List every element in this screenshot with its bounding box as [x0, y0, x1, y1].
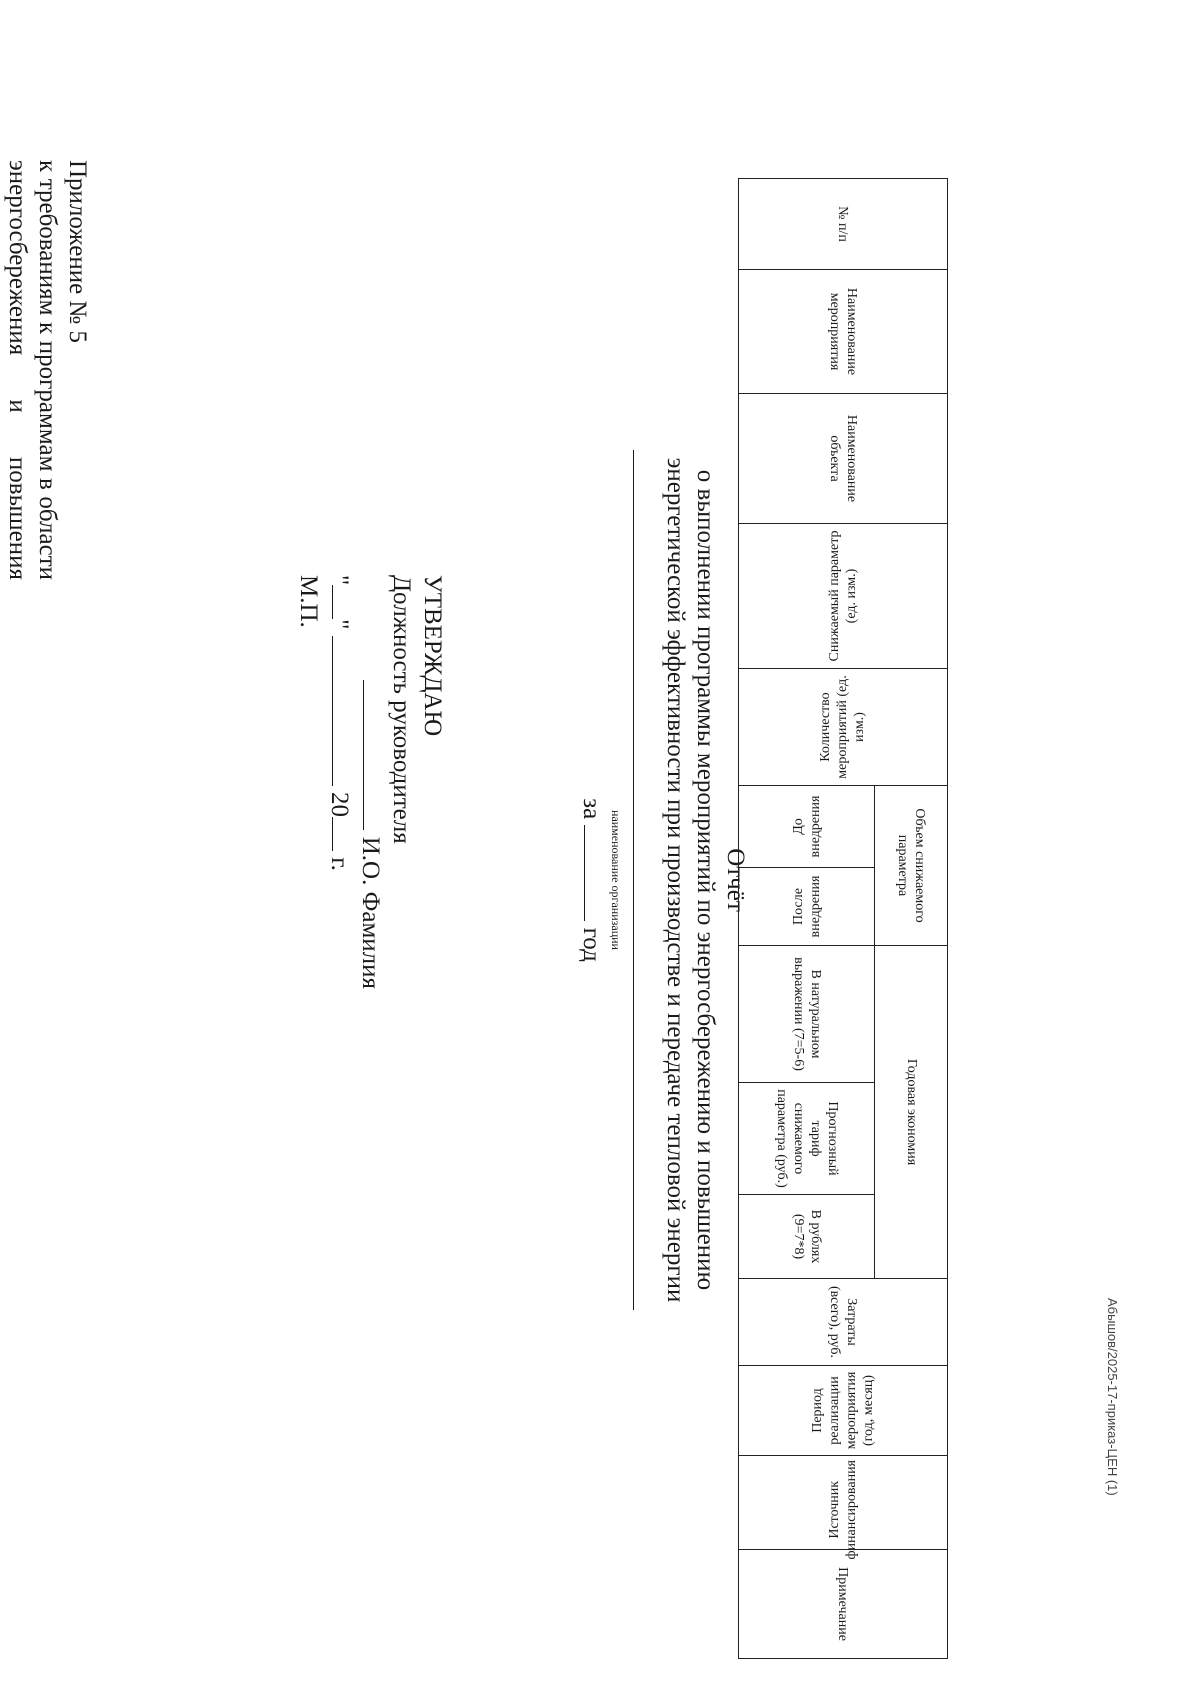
appendix-block — [0, 160, 92, 580]
col-event-name: Наименование мероприятия — [739, 270, 948, 394]
col-volume-group: Объем снижаемого параметра — [875, 786, 948, 946]
report-subtitle-line1: о выполнении программы мероприятий по энергосбережению и повышению — [692, 469, 719, 1291]
col-savings-group: Годовая экономия — [875, 946, 948, 1279]
col-savings-natural: В натуральном выражении (7=5-6) — [739, 946, 875, 1083]
date-quote-close: " — [326, 619, 353, 630]
table-header-row — [875, 179, 948, 1659]
month-line — [332, 636, 355, 786]
approval-block — [293, 575, 448, 995]
organization-caption: наименование организации — [609, 810, 623, 950]
report-subtitle-line2: энергетической эффективности при производстве и передаче тепловой энергии — [662, 457, 689, 1303]
date-quote-open: " — [326, 575, 353, 586]
period-suffix: год — [578, 927, 605, 962]
col-savings-tariff: Прогнозный тариф снижаемого параметра (руб.) — [739, 1083, 875, 1195]
year-prefix: 20 — [326, 791, 353, 817]
col-note: Примечание — [739, 1550, 948, 1659]
appendix-number: Приложение № 5 — [64, 160, 91, 344]
approval-date-row — [324, 575, 355, 995]
col-funding: Источник финансирования — [739, 1456, 948, 1550]
report-subtitle — [660, 440, 720, 1320]
col-reduced-param: Снижаемый параметр (ед. изм.) — [739, 524, 948, 669]
period-year-line — [584, 825, 607, 921]
signature-line — [363, 680, 386, 830]
col-volume-after: После внедрения — [739, 868, 875, 946]
document-id-footer: Абышов/2025-17-приказ-ЦЕН (1) — [1105, 1298, 1120, 1496]
col-object-name: Наименование объекта — [739, 394, 948, 524]
approval-title: УТВЕРЖДАЮ — [419, 575, 446, 737]
organization-name-line — [633, 450, 634, 1310]
col-num: № п/п — [739, 179, 948, 270]
report-header — [577, 440, 750, 1320]
approval-position: Должность руководителя — [388, 575, 415, 844]
col-costs: Затраты (всего), руб. — [739, 1279, 948, 1366]
appendix-text: к требованиям к программам в области энергосбережения и повышения — [4, 160, 61, 580]
approval-name-row — [355, 575, 386, 995]
year-line — [332, 817, 355, 851]
report-table — [738, 178, 948, 1659]
approval-seal: М.П. — [295, 575, 322, 628]
day-line — [332, 585, 355, 619]
col-savings-rub: В рублях (9=7*8) — [739, 1195, 875, 1279]
year-suffix: г. — [326, 857, 353, 871]
col-events-count: Количество мероприятий (ед. изм.) — [739, 669, 948, 786]
report-period — [577, 440, 607, 1320]
report-title: Отчёт — [722, 848, 749, 912]
approval-name: И.О. Фамилия — [357, 836, 384, 989]
col-volume-before: До внедрения — [739, 786, 875, 868]
period-prefix: за — [578, 798, 605, 820]
col-period: Период реализации мероприятия (год, месяц) — [739, 1366, 948, 1456]
